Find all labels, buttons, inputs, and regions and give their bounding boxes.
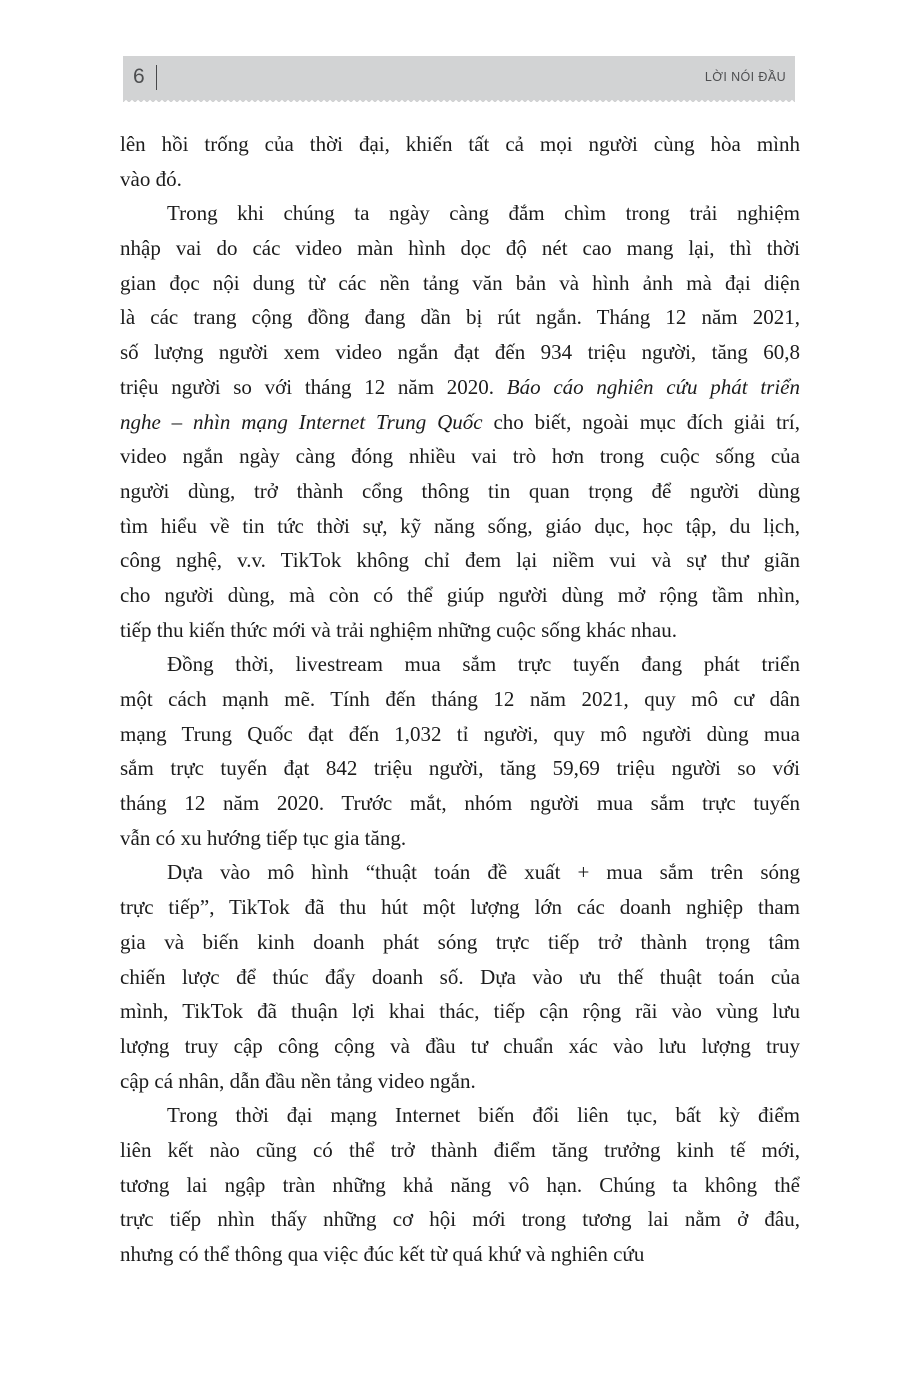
text-line	[120, 1237, 800, 1272]
text-segment: số lượng người xem video ngắn đạt đến 934 triệu người, tăng 60,8	[120, 340, 800, 365]
text-line	[120, 335, 800, 370]
text-segment: nhưng có thể thông qua việc đúc kết từ quá khứ và nghiên cứu	[120, 1242, 645, 1266]
text-segment: tháng 12 năm 2020. Trước mắt, nhóm người mua sắm trực tuyến	[120, 791, 800, 816]
text-segment: liên kết nào cũng có thể trở thành điểm tăng trưởng kinh tế mới,	[120, 1137, 800, 1162]
italic-text-segment: Báo cáo nghiên cứu phát triển	[506, 374, 800, 399]
text-line	[120, 509, 800, 544]
text-segment: triệu người so với tháng 12 năm 2020.	[120, 374, 507, 399]
italic-text-segment: nghe – nhìn mạng Internet Trung Quốc	[120, 409, 483, 434]
text-segment: Đồng thời, livestream mua sắm trực tuyến đang phát triển	[167, 652, 800, 677]
text-segment: Trong khi chúng ta ngày càng đắm chìm trong trải nghiệm	[167, 201, 800, 226]
text-line	[120, 405, 800, 440]
text-segment: trực tiếp nhìn thấy những cơ hội mới trong tương lai nằm ở đâu,	[120, 1207, 800, 1232]
paragraph	[120, 127, 800, 196]
text-line	[120, 855, 800, 890]
paragraph	[120, 1098, 800, 1271]
text-segment: nhập vai do các video màn hình dọc độ nét cao mang lại, thì thời	[120, 236, 800, 261]
paragraph	[120, 647, 800, 855]
text-segment: lên hồi trống của thời đại, khiến tất cả mọi người cùng hòa mình	[120, 132, 800, 156]
text-segment: tiếp thu kiến thức mới và trải nghiệm những cuộc sống khác nhau.	[120, 617, 677, 642]
text-line	[120, 890, 800, 925]
text-line	[120, 994, 800, 1029]
text-line	[120, 613, 800, 648]
page-number-group	[133, 65, 157, 90]
text-line	[120, 1133, 800, 1168]
text-line	[120, 127, 800, 162]
text-segment: người dùng, trở thành cổng thông tin quan trọng để người dùng	[120, 478, 800, 503]
text-line	[120, 1168, 800, 1203]
text-segment: mình, TikTok đã thuận lợi khai thác, tiếp cận rộng rãi vào vùng lưu	[120, 999, 800, 1024]
text-line	[120, 717, 800, 752]
text-line	[120, 439, 800, 474]
text-line	[120, 1064, 800, 1099]
paragraph	[120, 855, 800, 1098]
text-segment: công nghệ, v.v. TikTok không chỉ đem lại niềm vui và sự thư giãn	[120, 548, 800, 573]
text-segment: vào đó.	[120, 166, 182, 191]
text-line	[120, 300, 800, 335]
text-line	[120, 751, 800, 786]
text-line	[120, 231, 800, 266]
text-line	[120, 786, 800, 821]
text-segment: mạng Trung Quốc đạt đến 1,032 tỉ người, quy mô người dùng mua	[120, 721, 800, 746]
text-line	[120, 1029, 800, 1064]
text-line	[120, 474, 800, 509]
text-line	[120, 821, 800, 856]
text-line	[120, 196, 800, 231]
paragraph	[120, 196, 800, 647]
page-number: 6	[133, 65, 145, 88]
text-segment: cho người dùng, mà còn có thể giúp người dùng mở rộng tầm nhìn,	[120, 582, 800, 607]
text-segment: Trong thời đại mạng Internet biến đổi liên tục, bất kỳ điểm	[167, 1103, 800, 1128]
page-number-divider	[156, 65, 158, 90]
page-body	[120, 127, 800, 1272]
running-head-title: LỜI NÓI ĐẦU	[704, 70, 786, 84]
text-segment: cho biết, ngoài mục đích giải trí,	[482, 409, 800, 434]
text-line	[120, 1098, 800, 1133]
text-segment: vẫn có xu hướng tiếp tục gia tăng.	[120, 825, 407, 850]
text-line	[120, 960, 800, 995]
text-segment: một cách mạnh mẽ. Tính đến tháng 12 năm 2021, quy mô cư dân	[120, 687, 800, 711]
text-segment: trực tiếp”, TikTok đã thu hút một lượng lớn các doanh nghiệp tham	[120, 895, 800, 920]
text-line	[120, 647, 800, 682]
text-segment: tương lai ngập tràn những khả năng vô hạn. Chúng ta không thể	[120, 1172, 800, 1197]
text-segment: cập cá nhân, dẫn đầu nền tảng video ngắn.	[120, 1068, 476, 1093]
text-line	[120, 578, 800, 613]
text-segment: là các trang cộng đồng đang dần bị rút ngắn. Tháng 12 năm 2021,	[120, 305, 800, 330]
page-header	[123, 56, 795, 98]
text-line	[120, 925, 800, 960]
text-line	[120, 543, 800, 578]
text-segment: tìm hiểu về tin tức thời sự, kỹ năng sống, giáo dục, học tập, du lịch,	[120, 513, 800, 538]
text-line	[120, 266, 800, 301]
text-line	[120, 1202, 800, 1237]
text-segment: chiến lược để thúc đẩy doanh số. Dựa vào ưu thế thuật toán của	[120, 964, 800, 989]
text-line	[120, 682, 800, 717]
text-line	[120, 162, 800, 197]
text-segment: gian đọc nội dung từ các nền tảng văn bản và hình ảnh mà đại diện	[120, 270, 800, 295]
text-segment: sắm trực tuyến đạt 842 triệu người, tăng 59,69 triệu người so với	[120, 756, 800, 781]
text-line	[120, 370, 800, 405]
text-segment: gia và biến kinh doanh phát sóng trực tiếp trở thành trọng tâm	[120, 929, 800, 954]
text-segment: lượng truy cập công cộng và đầu tư chuẩn xác vào lưu lượng truy	[120, 1033, 800, 1058]
text-segment: video ngắn ngày càng đóng nhiều vai trò hơn trong cuộc sống của	[120, 444, 800, 469]
text-segment: Dựa vào mô hình “thuật toán đề xuất + mua sắm trên sóng	[167, 860, 800, 885]
